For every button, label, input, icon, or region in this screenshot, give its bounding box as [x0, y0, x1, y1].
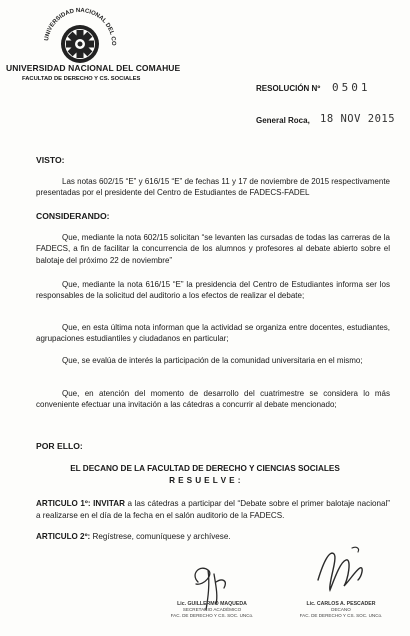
visto-heading: VISTO:: [36, 155, 65, 165]
articulo-1-label: ARTICULO 1º:: [36, 499, 91, 508]
resuelve-heading: R E S U E L V E :: [169, 476, 241, 485]
considerando-paragraph-2: Que, mediante la nota 616/15 “E” la presidencia del Centro de Estudiantes informa ser los responsables de la solicitud del auditorio a los efectos de realizar el debate;: [36, 280, 390, 301]
left-signer-org: FAC. DE DERECHO Y CS. SOC. UNCo.: [170, 613, 254, 618]
right-signer-name: Lic. CARLOS A. PESCADER: [306, 601, 376, 607]
articulo-2-label: ARTICULO 2º:: [36, 532, 91, 541]
considerando-paragraph-4: Que, se evalúa de interés la participación de la comunidad universitaria en el mismo;: [62, 356, 363, 365]
faculty-name: FACULTAD DE DERECHO Y CS. SOCIALES: [22, 76, 141, 82]
decano-line: EL DECANO DE LA FACULTAD DE DERECHO Y CIENCIAS SOCIALES: [70, 464, 340, 473]
left-signer-name: Lic. GUILLERMO MAQUEDA: [177, 601, 247, 607]
considerando-paragraph-3: Que, en esta última nota informan que la actividad se organiza entre docentes, estudiantes, agrupaciones estudiantiles y ciudadanos en particular;: [36, 323, 390, 344]
articulo-1-text: a las cátedras a participar del “Debate sobre el primer balotaje nacional” a realizarse en el día de la fecha en el salón auditorio de la FADECS.: [36, 499, 390, 520]
right-signer-role: DECANO: [331, 607, 351, 612]
considerando-paragraph-5: Que, en atención del momento de desarrollo del cuatrimestre se considera lo más conveniente efectuar una invitación a las cátedras a concurrir al debate mencionado;: [36, 389, 390, 410]
university-name: UNIVERSIDAD NACIONAL DEL COMAHUE: [6, 63, 181, 73]
university-logo: [40, 4, 120, 72]
considerando-paragraph-1: Que, mediante la nota 602/15 solicitan “se levanten las cursadas de todas las carreras de la FADECS, a fin de facilitar la concurrencia de los alumnos y profesores al debate abierto sobre el balotaje del próximo 22 de noviembre”: [36, 233, 390, 265]
right-signer-org: FAC. DE DERECHO Y CS. SOC. UNCo.: [299, 613, 383, 618]
place-label: General Roca,: [256, 116, 310, 125]
logo-arc-text: UNIVERSIDAD NACIONAL DEL CO: [44, 7, 117, 46]
right-signature-block: [276, 601, 406, 619]
left-signature-block: [152, 601, 272, 619]
articulo-2-text: Regístrese, comuníquese y archívese.: [92, 532, 231, 541]
right-signature: [300, 540, 380, 604]
articulo-1: [36, 498, 390, 521]
articulo-1-keyword: INVITAR: [93, 499, 125, 508]
por-ello-heading: POR ELLO:: [36, 441, 83, 451]
date-stamp: 18 NOV 2015: [320, 113, 396, 125]
resolution-number: 0501: [332, 81, 371, 94]
considerando-heading: CONSIDERANDO:: [36, 211, 110, 221]
left-signer-role: SECRETARIO ACADÉMICO: [182, 607, 242, 612]
visto-paragraph: Las notas 602/15 “E” y 616/15 “E” de fechas 11 y 17 de noviembre de 2015 respectivamente presentadas por el presidente del Centro de Estudiantes de FADECS-FADEL: [36, 177, 390, 198]
resolution-label: RESOLUCIÓN Nº: [256, 84, 321, 93]
